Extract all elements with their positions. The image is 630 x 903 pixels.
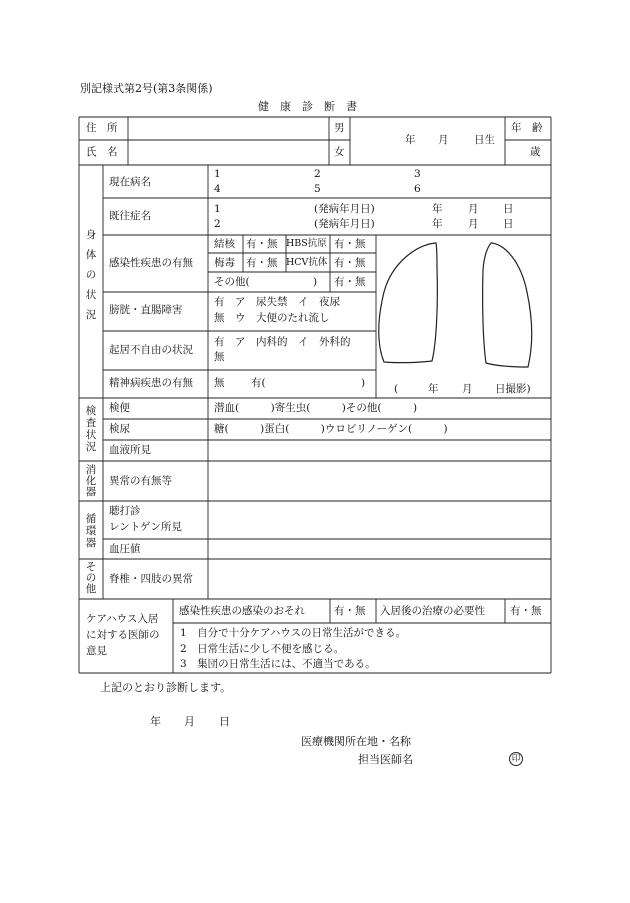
mobility-label: 起居不自由の状況 (109, 344, 193, 356)
infectious-other-label: その他( (214, 276, 250, 288)
past-disease-day-1: 日 (503, 203, 514, 215)
treatment-need-label: 入居後の治療の必要性 (380, 605, 485, 617)
blood-label: 血液所見 (109, 444, 151, 456)
past-disease-onset-2: (発病年月日) (314, 218, 375, 230)
urine-text: 糖( )蛋白( )ウロビリノーゲン( ) (214, 423, 448, 435)
xray-date-year: 年 (428, 383, 439, 395)
bladder-label: 膀胱・直腸障害 (109, 304, 183, 316)
opinion-item-1[interactable]: 1 自分で十分ケアハウスの日常生活ができる。 (180, 627, 407, 639)
seal-mark: 印 (509, 752, 523, 766)
opinion-label-3: 意見 (86, 645, 107, 657)
opinion-item-3[interactable]: 3 集団の日常生活には、不適当である。 (180, 658, 376, 670)
diagnosis-statement: 上記のとおり診断します。 (100, 681, 232, 694)
treatment-need-yes-no[interactable]: 有・無 (510, 605, 542, 617)
current-disease-3: 3 (414, 168, 421, 180)
form-id: 別記様式第2号(第3条関係) (80, 82, 213, 95)
past-disease-2: 2 (214, 218, 221, 230)
syphilis-label: 梅毒 (214, 257, 235, 269)
past-disease-month-2: 月 (468, 218, 479, 230)
bp-label: 血圧値 (109, 543, 141, 555)
name-field[interactable] (133, 147, 325, 161)
age-unit: 歳 (530, 146, 541, 158)
past-disease-month-1: 月 (468, 203, 479, 215)
birth-month-label: 月 (438, 134, 449, 146)
syphilis-yes-no[interactable]: 有・無 (246, 257, 278, 269)
current-disease-4: 4 (214, 183, 221, 195)
mental-yes[interactable]: 有( (251, 377, 266, 389)
current-disease-2: 2 (314, 168, 321, 180)
infection-risk-label: 感染性疾患の感染のおそれ (179, 605, 305, 617)
opinion-item-2[interactable]: 2 日常生活に少し不便を感じる。 (180, 643, 345, 655)
mental-close: ) (361, 377, 366, 389)
past-disease-1: 1 (214, 203, 221, 215)
digestive-section-label: 消化器 (85, 464, 97, 498)
opinion-label-2: に対する医師の (86, 629, 160, 641)
age-label: 年 齢 (511, 122, 543, 134)
auscultation-label: 聴打診 (109, 505, 141, 517)
opinion-label-1: ケアハウス入居 (86, 613, 159, 625)
current-disease-1: 1 (214, 168, 221, 180)
institution-label: 医療機関所在地・名称 (301, 735, 411, 748)
address-label: 住 所 (86, 122, 118, 134)
urine-label: 検尿 (109, 423, 130, 435)
infectious-other-close: ) (313, 276, 318, 288)
xray-date-month: 月 (462, 383, 473, 395)
xray-date-day: 日撮影) (495, 383, 531, 395)
past-disease-onset-1: (発病年月日) (314, 203, 375, 215)
hbs-label: HBS抗原 (286, 238, 327, 249)
birth-year-label: 年 (405, 134, 416, 146)
footer-date-month: 月 (184, 715, 195, 728)
mobility-line1: 有 ア 内科的 イ 外科的 (214, 336, 351, 348)
infectious-label: 感染性疾患の有無 (109, 257, 193, 269)
exam-section-label: 検査状況 (85, 405, 97, 453)
tb-label: 結核 (214, 238, 235, 250)
xray-date-open: ( (394, 383, 399, 395)
past-disease-day-2: 日 (503, 218, 514, 230)
other-section-label: その他 (85, 561, 97, 595)
tb-yes-no[interactable]: 有・無 (246, 238, 278, 250)
body-section-label: 身体の状況 (85, 229, 97, 321)
mobility-line2: 無 (214, 351, 225, 363)
address-field[interactable] (133, 123, 325, 137)
document-title: 健 康 診 断 書 (258, 100, 357, 113)
spine-label: 脊椎・四肢の異常 (109, 573, 193, 585)
footer-date-day: 日 (219, 715, 230, 728)
doctor-label: 担当医師名 (358, 753, 413, 766)
stool-label: 検便 (109, 402, 130, 414)
birth-day-label: 日生 (474, 134, 495, 146)
hbs-yes-no[interactable]: 有・無 (334, 238, 366, 250)
past-disease-year-1: 年 (432, 203, 443, 215)
past-disease-label: 既往症名 (109, 210, 151, 222)
xray-label: レントゲン所見 (109, 521, 182, 533)
sex-male-option[interactable]: 男 (334, 122, 345, 134)
current-disease-6: 6 (414, 183, 421, 195)
hcv-yes-no[interactable]: 有・無 (334, 257, 366, 269)
name-label: 氏 名 (86, 146, 118, 158)
stool-text: 潜血( )寄生虫( )その他( ) (214, 402, 418, 414)
current-disease-label: 現在病名 (109, 176, 151, 188)
sex-female-option[interactable]: 女 (334, 146, 345, 158)
mental-label: 精神病疾患の有無 (109, 377, 193, 389)
mental-none[interactable]: 無 (214, 377, 225, 389)
past-disease-year-2: 年 (432, 218, 443, 230)
bladder-line1: 有 ア 尿失禁 イ 夜尿 (214, 296, 340, 308)
hcv-label: HCV抗体 (286, 257, 328, 268)
digestive-label: 異常の有無等 (109, 475, 172, 487)
circulatory-section-label: 循環器 (85, 513, 97, 549)
footer-date-year: 年 (150, 715, 161, 728)
infectious-other-yes-no[interactable]: 有・無 (334, 276, 366, 288)
infection-risk-yes-no[interactable]: 有・無 (334, 605, 366, 617)
bladder-line2: 無 ウ 大便のたれ流し (214, 312, 330, 324)
current-disease-5: 5 (314, 183, 321, 195)
